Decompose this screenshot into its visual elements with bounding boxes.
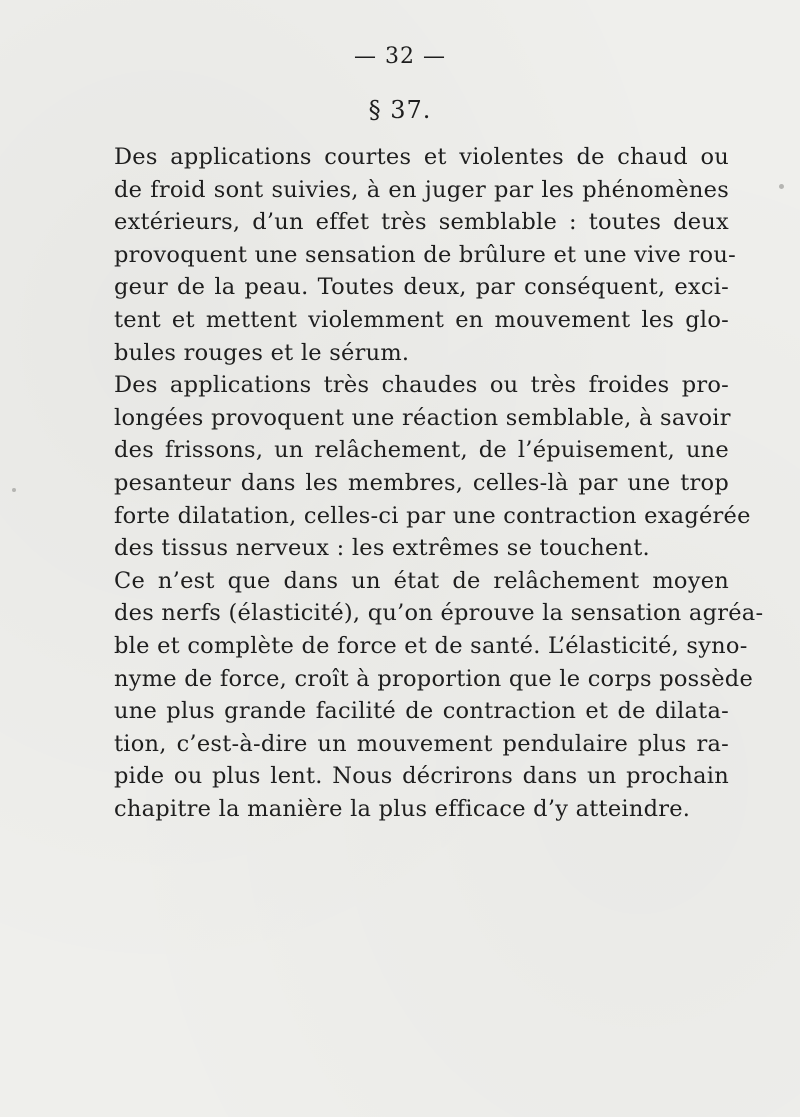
text-line: des nerfs (élasticité), qu’on éprouve la sensation agréa- [114, 600, 764, 627]
text-line: provoquent une sensation de brûlure et une vive rou- [114, 241, 736, 268]
text-line: une plus grande facilité de contraction et de dilata- [114, 698, 729, 725]
text-line: ble et complète de force et de santé. L’élasticité, syno- [114, 632, 748, 659]
paper-speck [779, 184, 784, 189]
text-line: tent et mettent violemment en mouvement les glo- [114, 306, 729, 333]
paragraph-2 [84, 369, 751, 565]
page-number: — 32 — [354, 44, 446, 69]
text-line: geur de la peau. Toutes deux, par conséquent, exci- [114, 274, 729, 301]
text-line: tion, c’est-à-dire un mouvement pendulaire plus ra- [114, 730, 729, 757]
text-line: de froid sont suivies, à en juger par les phénomènes [114, 176, 729, 203]
text-line: pesanteur dans les membres, celles-là par une trop [114, 469, 729, 496]
text-line: Des applications très chaudes ou très froides pro- [114, 372, 729, 399]
paragraph-1 [84, 141, 736, 369]
text-line: pide ou plus lent. Nous décrirons dans un prochain [114, 763, 729, 790]
text-line: des frissons, un relâchement, de l’épuisement, une [114, 437, 729, 464]
text-line: longées provoquent une réaction semblable, à savoir [114, 404, 731, 431]
text-line: bules rouges et le sérum. [114, 339, 410, 366]
text-line: Des applications courtes et violentes de chaud ou [114, 144, 729, 170]
text-line: extérieurs, d’un effet très semblable : toutes deux [114, 209, 729, 236]
body-text [84, 141, 764, 825]
text-line: Ce n’est que dans un état de relâchement moyen [114, 567, 729, 594]
text-line: des tissus nerveux : les extrêmes se touchent. [114, 535, 650, 562]
section-heading: § 37. [368, 96, 432, 124]
text-line: nyme de force, croît à proportion que le corps possède [114, 665, 754, 692]
paragraph-3 [84, 565, 764, 826]
text-line: chapitre la manière la plus efficace d’y atteindre. [114, 795, 691, 822]
paper-speck [12, 488, 16, 492]
text-line: forte dilatation, celles-ci par une contraction exagérée [114, 502, 751, 529]
